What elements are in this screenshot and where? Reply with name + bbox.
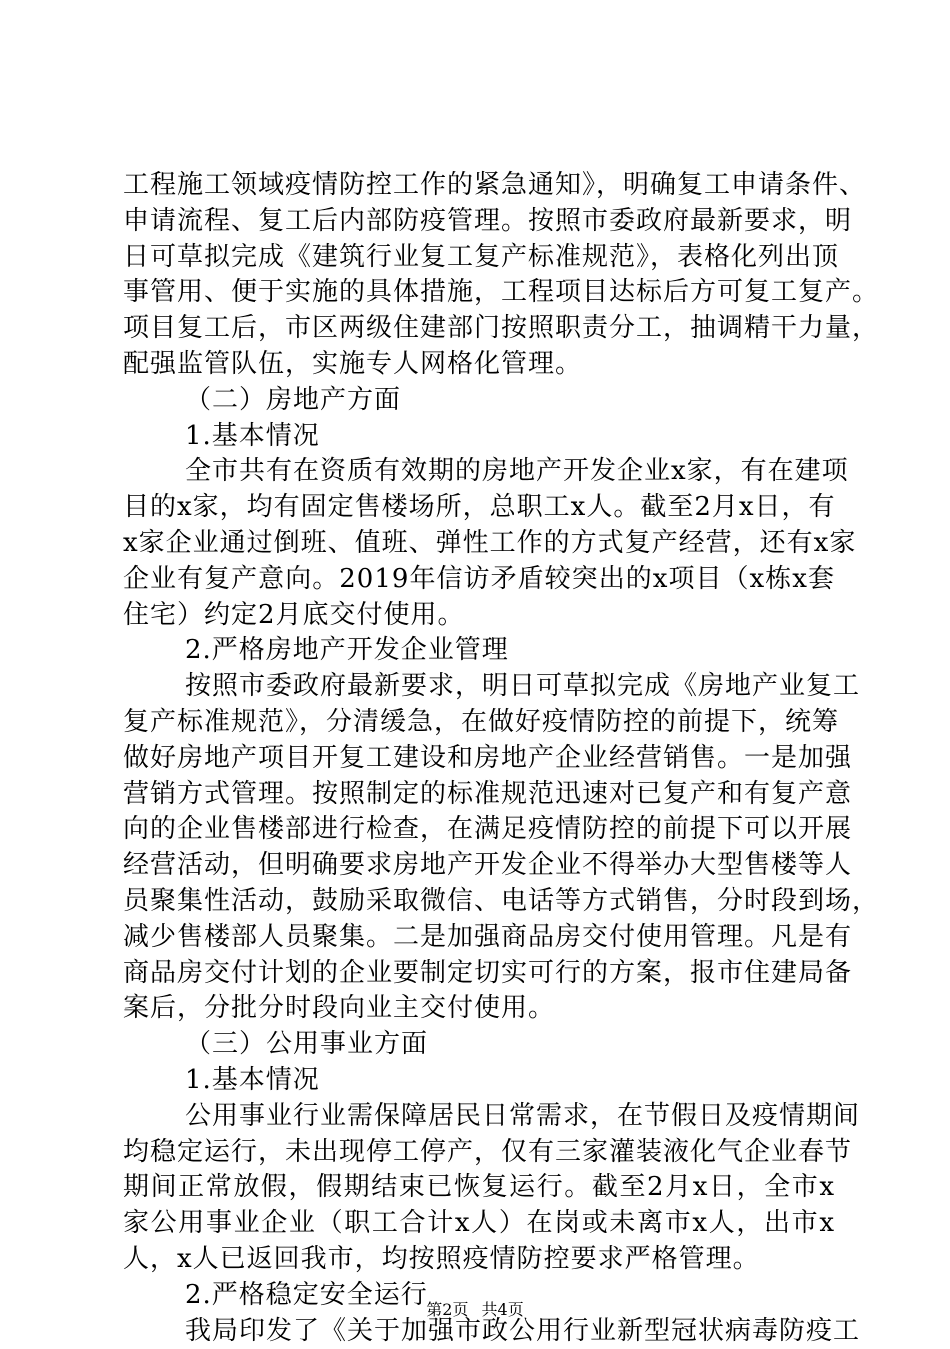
text-line: 人，x人已返回我市，均按照疫情防控要求严格管理。 — [123, 1242, 835, 1278]
text-line: x家企业通过倒班、值班、弹性工作的方式复产经营，还有x家 — [123, 526, 835, 562]
text-line: 均稳定运行，未出现停工停产，仅有三家灌装液化气企业春节 — [123, 1135, 835, 1171]
text-line: 向的企业售楼部进行检查，在满足疫情防控的前提下可以开展 — [123, 812, 835, 848]
document-body — [123, 168, 835, 1349]
section-heading: 1.基本情况 — [123, 1063, 835, 1099]
text-line: 申请流程、复工后内部防疫管理。按照市委政府最新要求，明 — [123, 204, 835, 240]
text-line: 公用事业行业需保障居民日常需求，在节假日及疫情期间 — [123, 1099, 835, 1135]
page-footer — [0, 1300, 950, 1320]
text-line: 我局印发了《关于加强市政公用行业新型冠状病毒防疫工 — [123, 1314, 835, 1349]
text-line: 项目复工后，市区两级住建部门按照职责分工，抽调精干力量， — [123, 311, 835, 347]
text-line: 营销方式管理。按照制定的标准规范迅速对已复产和有复产意 — [123, 777, 835, 813]
text-line: 按照市委政府最新要求，明日可草拟完成《房地产业复工 — [123, 669, 835, 705]
text-line: 做好房地产项目开复工建设和房地产企业经营销售。一是加强 — [123, 741, 835, 777]
text-line: 案后，分批分时段向业主交付使用。 — [123, 991, 835, 1027]
text-line: 期间正常放假，假期结束已恢复运行。截至2月x日，全市x — [123, 1170, 835, 1206]
page-number: 第2页 — [426, 1300, 468, 1319]
text-line: 家公用事业企业（职工合计x人）在岗或未离市x人，出市x — [123, 1206, 835, 1242]
text-line: 工程施工领域疫情防控工作的紧急通知》，明确复工申请条件、 — [123, 168, 835, 204]
section-heading: 2.严格稳定安全运行 — [123, 1278, 835, 1314]
page-total: 共4页 — [482, 1300, 524, 1319]
text-line: 目的x家，均有固定售楼场所，总职工x人。截至2月x日，有 — [123, 490, 835, 526]
section-heading: （二）房地产方面 — [123, 383, 835, 419]
text-line: 住宅）约定2月底交付使用。 — [123, 598, 835, 634]
text-line: 全市共有在资质有效期的房地产开发企业x家，有在建项 — [123, 454, 835, 490]
text-line: 商品房交付计划的企业要制定切实可行的方案，报市住建局备 — [123, 956, 835, 992]
section-heading: （三）公用事业方面 — [123, 1027, 835, 1063]
text-line: 经营活动，但明确要求房地产开发企业不得举办大型售楼等人 — [123, 848, 835, 884]
text-line: 复产标准规范》，分清缓急，在做好疫情防控的前提下，统筹 — [123, 705, 835, 741]
text-line: 事管用、便于实施的具体措施，工程项目达标后方可复工复产。 — [123, 275, 835, 311]
text-line: 日可草拟完成《建筑行业复工复产标准规范》，表格化列出顶 — [123, 240, 835, 276]
text-line: 企业有复产意向。2019年信访矛盾较突出的x项目（x栋x套 — [123, 562, 835, 598]
text-line: 减少售楼部人员聚集。二是加强商品房交付使用管理。凡是有 — [123, 920, 835, 956]
section-heading: 1.基本情况 — [123, 419, 835, 455]
text-line: 配强监管队伍，实施专人网格化管理。 — [123, 347, 835, 383]
section-heading: 2.严格房地产开发企业管理 — [123, 633, 835, 669]
text-line: 员聚集性活动，鼓励采取微信、电话等方式销售，分时段到场， — [123, 884, 835, 920]
